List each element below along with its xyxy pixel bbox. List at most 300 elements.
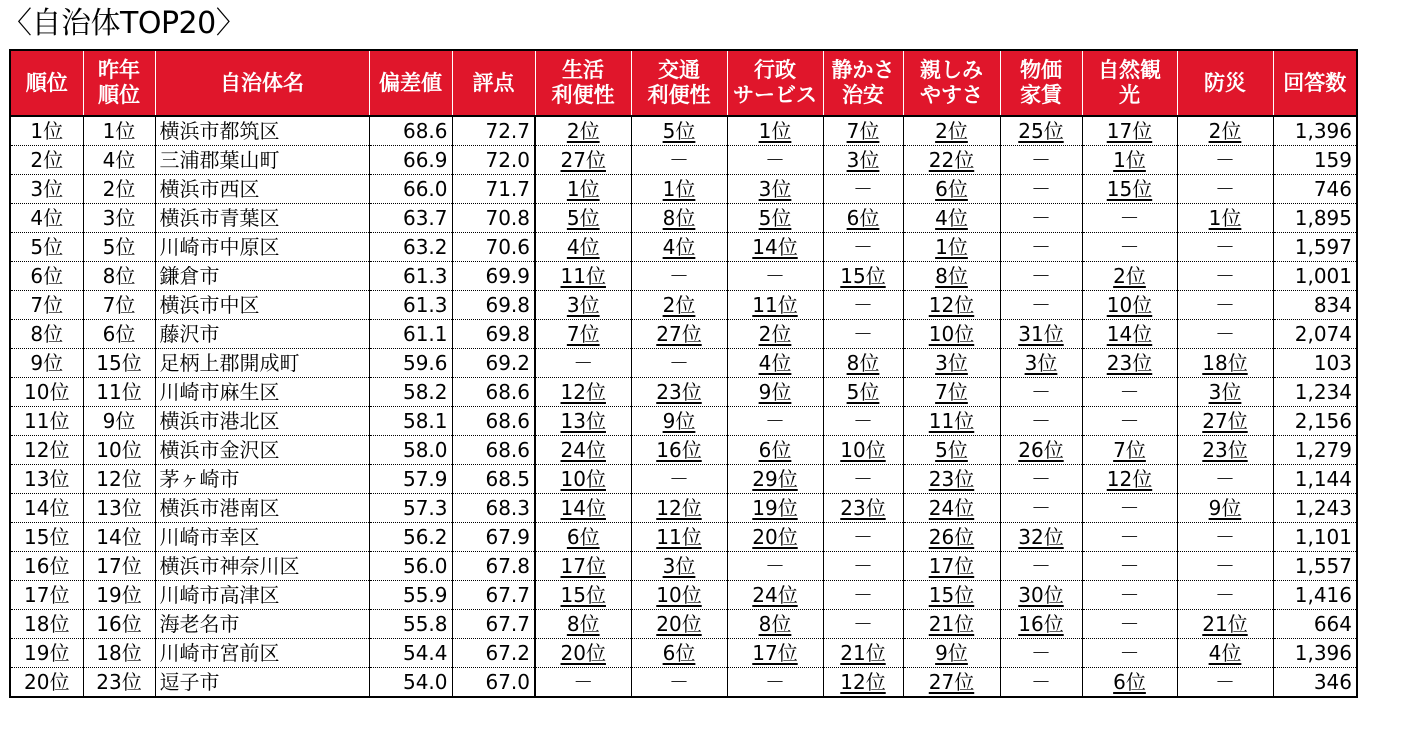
cell-living: 15位 xyxy=(535,581,631,610)
cell-disaster: － xyxy=(1177,262,1273,291)
cell-nature: － xyxy=(1082,233,1177,262)
cell-responses: 346 xyxy=(1273,668,1357,698)
cell-nature: － xyxy=(1082,639,1177,668)
cell-responses: 834 xyxy=(1273,291,1357,320)
cell-name: 川崎市宮前区 xyxy=(155,639,369,668)
cell-name: 藤沢市 xyxy=(155,320,369,349)
table-row xyxy=(10,116,1357,146)
cell-rank: 6位 xyxy=(10,262,83,291)
cell-score: 69.2 xyxy=(452,349,535,378)
cell-nature: 17位 xyxy=(1082,116,1177,146)
cell-prices: － xyxy=(1000,233,1082,262)
cell-friendly: 5位 xyxy=(903,436,1000,465)
cell-prev-rank: 11位 xyxy=(83,378,155,407)
cell-deviation: 54.0 xyxy=(369,668,452,698)
cell-quiet: 8位 xyxy=(823,349,903,378)
cell-living: 24位 xyxy=(535,436,631,465)
cell-prev-rank: 5位 xyxy=(83,233,155,262)
cell-quiet: － xyxy=(823,407,903,436)
cell-transport: 20位 xyxy=(631,610,727,639)
header-admin: 行政 サービス xyxy=(727,50,823,116)
cell-disaster: 21位 xyxy=(1177,610,1273,639)
cell-prices: － xyxy=(1000,146,1082,175)
cell-friendly: 24位 xyxy=(903,494,1000,523)
cell-quiet: － xyxy=(823,523,903,552)
ranking-table xyxy=(9,49,1358,698)
header-nature: 自然観 光 xyxy=(1082,50,1177,116)
cell-deviation: 59.6 xyxy=(369,349,452,378)
cell-deviation: 61.1 xyxy=(369,320,452,349)
cell-admin: 9位 xyxy=(727,378,823,407)
cell-prev-rank: 1位 xyxy=(83,116,155,146)
table-row xyxy=(10,320,1357,349)
cell-rank: 10位 xyxy=(10,378,83,407)
table-row xyxy=(10,204,1357,233)
header-prices: 物価 家賃 xyxy=(1000,50,1082,116)
cell-living: 27位 xyxy=(535,146,631,175)
cell-nature: － xyxy=(1082,581,1177,610)
cell-responses: 664 xyxy=(1273,610,1357,639)
table-row xyxy=(10,581,1357,610)
cell-rank: 7位 xyxy=(10,291,83,320)
header-row xyxy=(10,50,1357,116)
cell-prices: 31位 xyxy=(1000,320,1082,349)
cell-quiet: 5位 xyxy=(823,378,903,407)
cell-name: 横浜市都筑区 xyxy=(155,116,369,146)
cell-responses: 1,396 xyxy=(1273,116,1357,146)
cell-deviation: 66.9 xyxy=(369,146,452,175)
cell-transport: 11位 xyxy=(631,523,727,552)
table-row xyxy=(10,494,1357,523)
table-row xyxy=(10,175,1357,204)
cell-admin: 24位 xyxy=(727,581,823,610)
cell-friendly: 9位 xyxy=(903,639,1000,668)
cell-transport: 16位 xyxy=(631,436,727,465)
cell-disaster: － xyxy=(1177,175,1273,204)
cell-name: 三浦郡葉山町 xyxy=(155,146,369,175)
cell-friendly: 11位 xyxy=(903,407,1000,436)
cell-score: 67.2 xyxy=(452,639,535,668)
cell-transport: － xyxy=(631,146,727,175)
cell-name: 横浜市金沢区 xyxy=(155,436,369,465)
cell-name: 横浜市青葉区 xyxy=(155,204,369,233)
cell-admin: 4位 xyxy=(727,349,823,378)
cell-deviation: 56.2 xyxy=(369,523,452,552)
cell-responses: 1,396 xyxy=(1273,639,1357,668)
cell-prices: 26位 xyxy=(1000,436,1082,465)
cell-rank: 13位 xyxy=(10,465,83,494)
cell-prev-rank: 16位 xyxy=(83,610,155,639)
cell-name: 川崎市高津区 xyxy=(155,581,369,610)
cell-rank: 2位 xyxy=(10,146,83,175)
cell-disaster: － xyxy=(1177,291,1273,320)
table-row xyxy=(10,668,1357,698)
cell-score: 68.3 xyxy=(452,494,535,523)
cell-quiet: － xyxy=(823,465,903,494)
cell-prev-rank: 3位 xyxy=(83,204,155,233)
cell-living: 14位 xyxy=(535,494,631,523)
cell-friendly: 26位 xyxy=(903,523,1000,552)
cell-responses: 746 xyxy=(1273,175,1357,204)
cell-transport: 8位 xyxy=(631,204,727,233)
table-row xyxy=(10,407,1357,436)
cell-living: 11位 xyxy=(535,262,631,291)
cell-name: 海老名市 xyxy=(155,610,369,639)
cell-quiet: 7位 xyxy=(823,116,903,146)
cell-nature: 2位 xyxy=(1082,262,1177,291)
cell-prev-rank: 9位 xyxy=(83,407,155,436)
cell-quiet: － xyxy=(823,175,903,204)
cell-name: 横浜市港北区 xyxy=(155,407,369,436)
cell-name: 川崎市中原区 xyxy=(155,233,369,262)
cell-disaster: － xyxy=(1177,233,1273,262)
cell-deviation: 66.0 xyxy=(369,175,452,204)
cell-nature: 1位 xyxy=(1082,146,1177,175)
cell-name: 横浜市中区 xyxy=(155,291,369,320)
cell-quiet: － xyxy=(823,610,903,639)
cell-admin: 6位 xyxy=(727,436,823,465)
cell-disaster: 23位 xyxy=(1177,436,1273,465)
cell-quiet: 10位 xyxy=(823,436,903,465)
cell-living: 5位 xyxy=(535,204,631,233)
cell-score: 68.6 xyxy=(452,378,535,407)
cell-disaster: － xyxy=(1177,581,1273,610)
table-row xyxy=(10,349,1357,378)
cell-prices: 32位 xyxy=(1000,523,1082,552)
cell-disaster: 9位 xyxy=(1177,494,1273,523)
cell-score: 68.5 xyxy=(452,465,535,494)
table-row xyxy=(10,436,1357,465)
cell-score: 69.8 xyxy=(452,291,535,320)
cell-transport: 23位 xyxy=(631,378,727,407)
header-deviation: 偏差値 xyxy=(369,50,452,116)
cell-prices: － xyxy=(1000,465,1082,494)
cell-admin: 20位 xyxy=(727,523,823,552)
cell-living: 4位 xyxy=(535,233,631,262)
cell-deviation: 61.3 xyxy=(369,291,452,320)
cell-name: 川崎市幸区 xyxy=(155,523,369,552)
table-row xyxy=(10,262,1357,291)
cell-living: 7位 xyxy=(535,320,631,349)
cell-prev-rank: 8位 xyxy=(83,262,155,291)
table-row xyxy=(10,378,1357,407)
cell-admin: 8位 xyxy=(727,610,823,639)
cell-prices: － xyxy=(1000,204,1082,233)
cell-quiet: 3位 xyxy=(823,146,903,175)
cell-deviation: 55.9 xyxy=(369,581,452,610)
cell-living: 10位 xyxy=(535,465,631,494)
cell-rank: 9位 xyxy=(10,349,83,378)
cell-rank: 20位 xyxy=(10,668,83,698)
cell-responses: 1,101 xyxy=(1273,523,1357,552)
cell-transport: 5位 xyxy=(631,116,727,146)
header-score: 評点 xyxy=(452,50,535,116)
cell-transport: 10位 xyxy=(631,581,727,610)
cell-deviation: 68.6 xyxy=(369,116,452,146)
cell-score: 67.7 xyxy=(452,581,535,610)
cell-disaster: － xyxy=(1177,465,1273,494)
cell-quiet: 21位 xyxy=(823,639,903,668)
cell-transport: 3位 xyxy=(631,552,727,581)
cell-deviation: 58.2 xyxy=(369,378,452,407)
cell-responses: 1,234 xyxy=(1273,378,1357,407)
cell-responses: 103 xyxy=(1273,349,1357,378)
cell-score: 68.6 xyxy=(452,407,535,436)
cell-quiet: － xyxy=(823,552,903,581)
cell-prev-rank: 10位 xyxy=(83,436,155,465)
cell-living: 13位 xyxy=(535,407,631,436)
cell-admin: － xyxy=(727,668,823,698)
table-row xyxy=(10,610,1357,639)
cell-transport: 1位 xyxy=(631,175,727,204)
cell-responses: 1,597 xyxy=(1273,233,1357,262)
cell-transport: 9位 xyxy=(631,407,727,436)
cell-quiet: 12位 xyxy=(823,668,903,698)
cell-transport: － xyxy=(631,262,727,291)
cell-deviation: 56.0 xyxy=(369,552,452,581)
cell-prices: 25位 xyxy=(1000,116,1082,146)
cell-admin: － xyxy=(727,552,823,581)
cell-nature: 15位 xyxy=(1082,175,1177,204)
cell-transport: － xyxy=(631,465,727,494)
cell-deviation: 54.4 xyxy=(369,639,452,668)
cell-nature: 6位 xyxy=(1082,668,1177,698)
cell-admin: 14位 xyxy=(727,233,823,262)
cell-responses: 2,074 xyxy=(1273,320,1357,349)
cell-name: 鎌倉市 xyxy=(155,262,369,291)
cell-prices: － xyxy=(1000,378,1082,407)
cell-rank: 4位 xyxy=(10,204,83,233)
cell-friendly: 22位 xyxy=(903,146,1000,175)
cell-score: 70.6 xyxy=(452,233,535,262)
cell-friendly: 6位 xyxy=(903,175,1000,204)
cell-prev-rank: 14位 xyxy=(83,523,155,552)
cell-friendly: 27位 xyxy=(903,668,1000,698)
cell-living: 12位 xyxy=(535,378,631,407)
table-caption: 〈自治体TOP20〉 xyxy=(2,6,246,41)
cell-friendly: 2位 xyxy=(903,116,1000,146)
cell-rank: 16位 xyxy=(10,552,83,581)
cell-score: 67.8 xyxy=(452,552,535,581)
cell-name: 横浜市神奈川区 xyxy=(155,552,369,581)
cell-deviation: 63.2 xyxy=(369,233,452,262)
cell-friendly: 21位 xyxy=(903,610,1000,639)
header-disaster: 防災 xyxy=(1177,50,1273,116)
cell-score: 68.6 xyxy=(452,436,535,465)
cell-responses: 1,243 xyxy=(1273,494,1357,523)
cell-prev-rank: 15位 xyxy=(83,349,155,378)
cell-prev-rank: 17位 xyxy=(83,552,155,581)
header-quiet: 静かさ 治安 xyxy=(823,50,903,116)
cell-friendly: 7位 xyxy=(903,378,1000,407)
cell-responses: 1,416 xyxy=(1273,581,1357,610)
cell-rank: 19位 xyxy=(10,639,83,668)
table-row xyxy=(10,552,1357,581)
cell-admin: 3位 xyxy=(727,175,823,204)
cell-prices: － xyxy=(1000,262,1082,291)
cell-responses: 159 xyxy=(1273,146,1357,175)
table-row xyxy=(10,639,1357,668)
cell-nature: 12位 xyxy=(1082,465,1177,494)
cell-rank: 1位 xyxy=(10,116,83,146)
cell-rank: 15位 xyxy=(10,523,83,552)
table-body xyxy=(10,116,1357,697)
cell-rank: 3位 xyxy=(10,175,83,204)
cell-transport: － xyxy=(631,349,727,378)
cell-rank: 11位 xyxy=(10,407,83,436)
cell-deviation: 63.7 xyxy=(369,204,452,233)
header-living: 生活 利便性 xyxy=(535,50,631,116)
cell-quiet: － xyxy=(823,233,903,262)
cell-nature: － xyxy=(1082,610,1177,639)
cell-score: 70.8 xyxy=(452,204,535,233)
cell-rank: 8位 xyxy=(10,320,83,349)
cell-admin: － xyxy=(727,146,823,175)
cell-prices: － xyxy=(1000,291,1082,320)
cell-prices: － xyxy=(1000,494,1082,523)
cell-responses: 1,001 xyxy=(1273,262,1357,291)
table-row xyxy=(10,146,1357,175)
cell-prev-rank: 13位 xyxy=(83,494,155,523)
header-friendly: 親しみ やすさ xyxy=(903,50,1000,116)
table-row xyxy=(10,523,1357,552)
header-transport: 交通 利便性 xyxy=(631,50,727,116)
cell-disaster: 18位 xyxy=(1177,349,1273,378)
cell-admin: － xyxy=(727,262,823,291)
cell-disaster: － xyxy=(1177,668,1273,698)
cell-friendly: 12位 xyxy=(903,291,1000,320)
cell-score: 67.9 xyxy=(452,523,535,552)
cell-transport: 2位 xyxy=(631,291,727,320)
cell-transport: － xyxy=(631,668,727,698)
cell-rank: 12位 xyxy=(10,436,83,465)
cell-prev-rank: 6位 xyxy=(83,320,155,349)
cell-disaster: － xyxy=(1177,552,1273,581)
cell-admin: 29位 xyxy=(727,465,823,494)
cell-score: 69.9 xyxy=(452,262,535,291)
cell-quiet: － xyxy=(823,291,903,320)
cell-disaster: 4位 xyxy=(1177,639,1273,668)
cell-living: 1位 xyxy=(535,175,631,204)
cell-admin: － xyxy=(727,407,823,436)
cell-nature: － xyxy=(1082,552,1177,581)
cell-transport: 6位 xyxy=(631,639,727,668)
cell-quiet: － xyxy=(823,320,903,349)
cell-disaster: － xyxy=(1177,523,1273,552)
cell-responses: 1,279 xyxy=(1273,436,1357,465)
cell-deviation: 58.1 xyxy=(369,407,452,436)
cell-living: 20位 xyxy=(535,639,631,668)
cell-prev-rank: 19位 xyxy=(83,581,155,610)
cell-transport: 4位 xyxy=(631,233,727,262)
cell-name: 横浜市西区 xyxy=(155,175,369,204)
cell-disaster: 2位 xyxy=(1177,116,1273,146)
cell-living: 6位 xyxy=(535,523,631,552)
cell-living: － xyxy=(535,668,631,698)
cell-name: 茅ヶ崎市 xyxy=(155,465,369,494)
cell-score: 67.7 xyxy=(452,610,535,639)
cell-disaster: 3位 xyxy=(1177,378,1273,407)
cell-nature: － xyxy=(1082,494,1177,523)
cell-responses: 1,895 xyxy=(1273,204,1357,233)
cell-prices: － xyxy=(1000,407,1082,436)
cell-disaster: － xyxy=(1177,320,1273,349)
cell-prev-rank: 23位 xyxy=(83,668,155,698)
cell-rank: 14位 xyxy=(10,494,83,523)
cell-admin: 1位 xyxy=(727,116,823,146)
cell-living: － xyxy=(535,349,631,378)
header-prev-rank: 昨年 順位 xyxy=(83,50,155,116)
cell-disaster: 1位 xyxy=(1177,204,1273,233)
cell-quiet: 15位 xyxy=(823,262,903,291)
cell-disaster: 27位 xyxy=(1177,407,1273,436)
cell-prices: 16位 xyxy=(1000,610,1082,639)
cell-friendly: 17位 xyxy=(903,552,1000,581)
cell-score: 71.7 xyxy=(452,175,535,204)
cell-prev-rank: 2位 xyxy=(83,175,155,204)
cell-deviation: 57.9 xyxy=(369,465,452,494)
cell-prices: 3位 xyxy=(1000,349,1082,378)
cell-name: 川崎市麻生区 xyxy=(155,378,369,407)
cell-prices: － xyxy=(1000,175,1082,204)
cell-prices: 30位 xyxy=(1000,581,1082,610)
cell-score: 72.0 xyxy=(452,146,535,175)
cell-score: 72.7 xyxy=(452,116,535,146)
cell-prices: － xyxy=(1000,552,1082,581)
cell-quiet: 6位 xyxy=(823,204,903,233)
cell-name: 逗子市 xyxy=(155,668,369,698)
cell-friendly: 15位 xyxy=(903,581,1000,610)
cell-nature: 14位 xyxy=(1082,320,1177,349)
cell-prev-rank: 12位 xyxy=(83,465,155,494)
cell-friendly: 4位 xyxy=(903,204,1000,233)
cell-nature: － xyxy=(1082,407,1177,436)
cell-admin: 11位 xyxy=(727,291,823,320)
cell-deviation: 61.3 xyxy=(369,262,452,291)
header-rank: 順位 xyxy=(10,50,83,116)
cell-living: 17位 xyxy=(535,552,631,581)
cell-responses: 1,557 xyxy=(1273,552,1357,581)
cell-admin: 17位 xyxy=(727,639,823,668)
cell-admin: 2位 xyxy=(727,320,823,349)
cell-admin: 19位 xyxy=(727,494,823,523)
cell-living: 3位 xyxy=(535,291,631,320)
cell-living: 2位 xyxy=(535,116,631,146)
cell-friendly: 23位 xyxy=(903,465,1000,494)
cell-prev-rank: 7位 xyxy=(83,291,155,320)
cell-prices: － xyxy=(1000,639,1082,668)
cell-friendly: 10位 xyxy=(903,320,1000,349)
cell-friendly: 3位 xyxy=(903,349,1000,378)
cell-name: 横浜市港南区 xyxy=(155,494,369,523)
cell-responses: 2,156 xyxy=(1273,407,1357,436)
cell-disaster: － xyxy=(1177,146,1273,175)
cell-score: 67.0 xyxy=(452,668,535,698)
cell-nature: － xyxy=(1082,378,1177,407)
cell-friendly: 1位 xyxy=(903,233,1000,262)
cell-rank: 17位 xyxy=(10,581,83,610)
cell-prices: － xyxy=(1000,668,1082,698)
cell-friendly: 8位 xyxy=(903,262,1000,291)
cell-deviation: 55.8 xyxy=(369,610,452,639)
cell-transport: 12位 xyxy=(631,494,727,523)
cell-nature: 10位 xyxy=(1082,291,1177,320)
cell-deviation: 58.0 xyxy=(369,436,452,465)
cell-transport: 27位 xyxy=(631,320,727,349)
cell-name: 足柄上郡開成町 xyxy=(155,349,369,378)
cell-score: 69.8 xyxy=(452,320,535,349)
cell-rank: 18位 xyxy=(10,610,83,639)
